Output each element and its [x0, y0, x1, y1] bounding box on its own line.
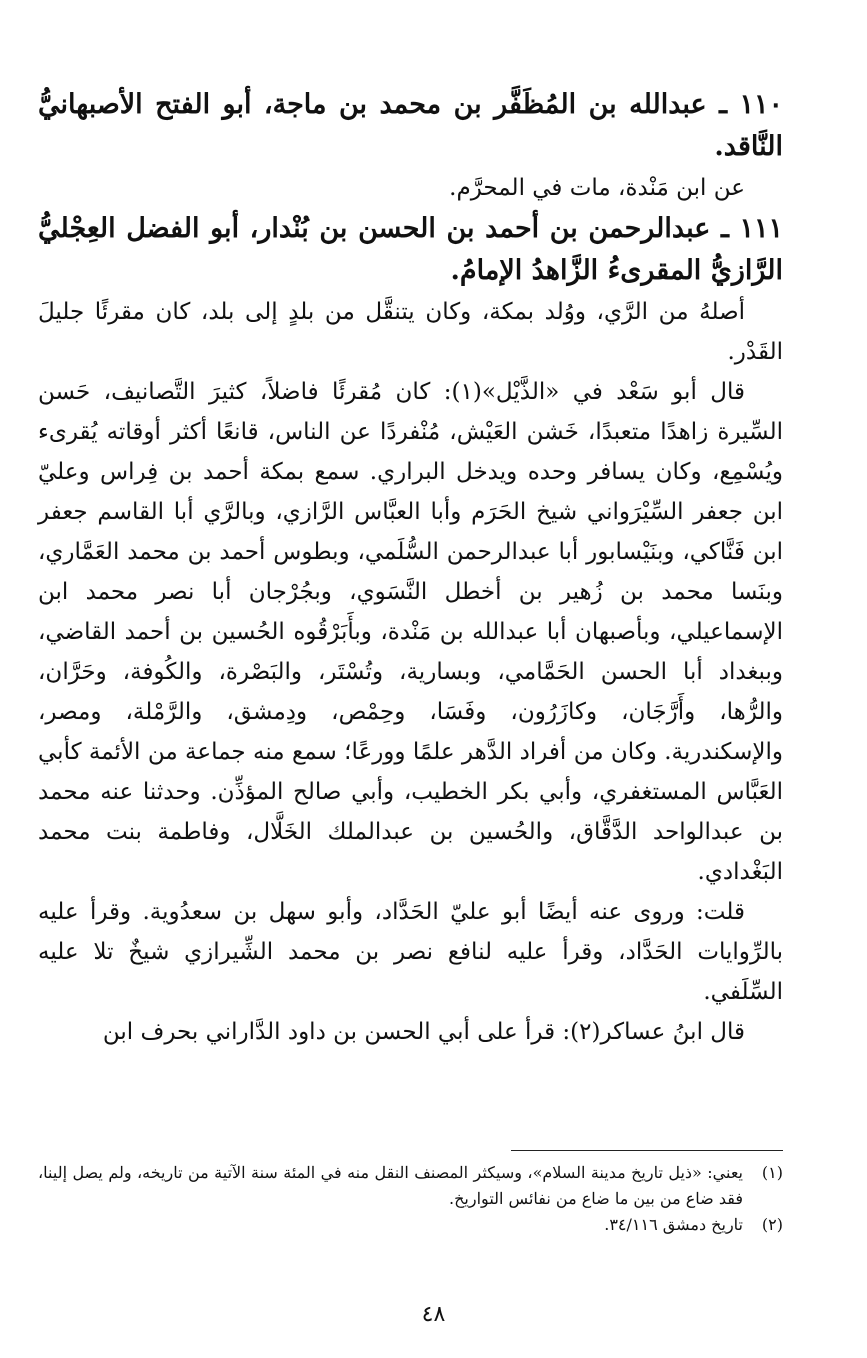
entry-110: [38, 84, 783, 208]
entry-paragraph: قلت: وروى عنه أيضًا أبو عليّ الحَدَّاد، وأبو سهل بن سعدُوية. وقرأ عليه بالرِّوايات الحَدَّاد، وقرأ عليه لنافع نصر بن محمد الشِّيرازي شيخٌ تلا عليه السِّلَفي.: [38, 899, 783, 1005]
footnote-number: (١): [761, 1163, 783, 1182]
footnote-separator: [511, 1150, 783, 1151]
footnotes: [38, 1160, 783, 1238]
entry-paragraph: عن ابن مَنْدة، مات في المحرَّم.: [449, 175, 745, 201]
entry-title: ١١١ ـ عبدالرحمن بن أحمد بن الحسن بن بُنْدار، أبو الفضل العِجْليُّ الرَّازيُّ المقرىءُ الزَّاهدُ الإمامُ.: [38, 213, 783, 286]
page-number: ٤٨: [421, 1302, 446, 1327]
entry-111: [38, 208, 783, 1052]
footnote-text: يعني: «ذيل تاريخ مدينة السلام»، وسيكثر المصنف النقل منه في المئة سنة الآتية من تاريخه، ولم يصل إلينا، فقد ضاع من بين ما ضاع من نفائس التواريخ.: [38, 1163, 744, 1208]
entry-paragraph: قال أبو سَعْد في «الذَّيْل»(١): كان مُقرئًا فاضلاً، كثيرَ التَّصانيف، حَسن السِّيرة زاهدًا متعبدًا، خَشن العَيْش، مُنْفردًا عن الناس، قانعًا أكثر أوقاته يُقرىء ويُسْمِع، وكان يسافر وحده ويدخل البراري. سمع بمكة أحمد بن فِراس وعليّ ابن جعفر السِّيْرَواني شيخ الحَرَم وأبا العبَّاس الرَّازي، وبالرَّي أبا القاسم جعفر ابن فَنَّاكي، وبنَيْسابور أبا عبدالرحمن السُّلَمي، وبطوس أحمد بن محمد العَمَّاري، وبنَسا محمد بن زُهير بن أخطل النَّسَوي، وبجُرْجان أبا نصر محمد ابن الإسماعيلي، وبأصبهان أبا عبدالله بن مَنْدة، وبأَبَرْقُوه الحُسين بن أحمد القاضي، وببغداد أبا الحسن الحَمَّامي، وبسارية، وتُسْتَر، والبَصْرة، والكُوفة، وحَرَّان، والرُّها، وأَرَّجَان، وكازَرُون، وفَسَا، وحِمْص، ودِمشق، والرَّمْلة، ومصر، والإسكندرية. وكان من أفراد الدَّهر علمًا وورعًا؛ سمع منه جماعة من الأئمة كأبي العَبَّاس المستغفري، وأبي بكر الخطيب، وأبي صالح المؤذِّن. وحدثنا عنه محمد بن عبدالواحد الدَّقَّاق، والحُسين بن عبدالملك الخَلَّال، وفاطمة بنت محمد البَغْدادي.: [38, 379, 783, 885]
entry-title: ١١٠ ـ عبدالله بن المُظَفَّر بن محمد بن ماجة، أبو الفتح الأصبهانيُّ النَّاقد.: [38, 89, 783, 162]
footnote-1: [38, 1160, 783, 1212]
footnote-number: (٢): [761, 1215, 783, 1234]
entry-paragraph: قال ابنُ عساكر(٢): قرأ على أبي الحسن بن داود الدَّاراني بحرف ابن: [102, 1019, 745, 1045]
footnote-text: تاريخ دمشق ٣٤/١١٦.: [604, 1215, 743, 1234]
entry-paragraph: أصلهُ من الرَّي، ووُلد بمكة، وكان يتنقَّل من بلدٍ إلى بلد، كان مقرئًا جليلَ القَدْر.: [38, 299, 783, 365]
footnote-2: [38, 1212, 783, 1238]
